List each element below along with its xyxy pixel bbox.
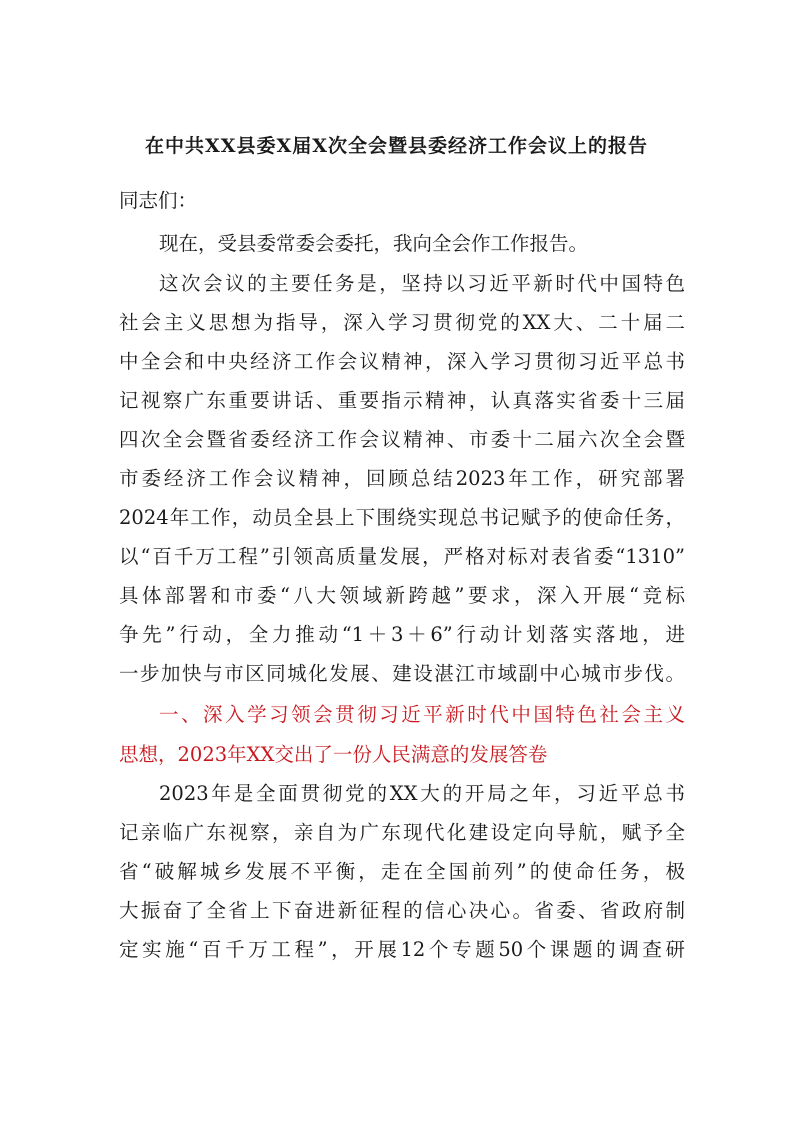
paragraph-line: 争先”行动，全力推动“1＋3＋6”行动计划落实落地，进 — [119, 623, 685, 646]
paragraph-line: 以“百千万工程”引领高质量发展，严格对标对表省委“1310” — [119, 545, 685, 568]
paragraph-line: 这次会议的主要任务是，坚持以习近平新时代中国特色 — [159, 272, 685, 295]
paragraph-line: 市委经济工作会议精神，回顾总结2023年工作，研究部署 — [119, 467, 685, 490]
section-heading-line: 思想，2023年XX交出了一份人民满意的发展答卷 — [119, 743, 548, 766]
paragraph-line: 省“破解城乡发展不平衡，走在全国前列”的使命任务，极 — [119, 860, 685, 883]
paragraph-line: 定实施“百千万工程”，开展12个专题50个课题的调查研 — [119, 938, 685, 961]
paragraph-line: 2023年是全面贯彻党的XX大的开局之年，习近平总书 — [159, 782, 685, 805]
paragraph-line: 大振奋了全省上下奋进新征程的信心决心。省委、省政府制 — [119, 899, 685, 922]
paragraph-line: 中全会和中央经济工作会议精神，深入学习贯彻习近平总书 — [119, 350, 685, 373]
paragraph-line: 社会主义思想为指导，深入学习贯彻党的XX大、二十届二 — [119, 311, 685, 334]
paragraph-line: 一步加快与市区同城化发展、建设湛江市域副中心城市步伐。 — [119, 662, 685, 685]
salutation: 同志们： — [119, 189, 198, 212]
paragraph-line: 具体部署和市委“八大领域新跨越”要求，深入开展“竞标 — [119, 584, 685, 607]
paragraph-line: 四次全会暨省委经济工作会议精神、市委十二届六次全会暨 — [119, 428, 685, 451]
paragraph-line: 现在，受县委常委会委托，我向全会作工作报告。 — [159, 232, 589, 255]
paragraph-line: 2024年工作，动员全县上下围绕实现总书记赋予的使命任务， — [119, 506, 685, 529]
document-title: 在中共XX县委X届X次全会暨县委经济工作会议上的报告 — [145, 135, 648, 157]
section-heading-line: 一、深入学习领会贯彻习近平新时代中国特色社会主义 — [159, 703, 685, 726]
paragraph-line: 记亲临广东视察，亲自为广东现代化建设定向导航，赋予全 — [119, 821, 685, 844]
paragraph-line: 记视察广东重要讲话、重要指示精神，认真落实省委十三届 — [119, 389, 685, 412]
